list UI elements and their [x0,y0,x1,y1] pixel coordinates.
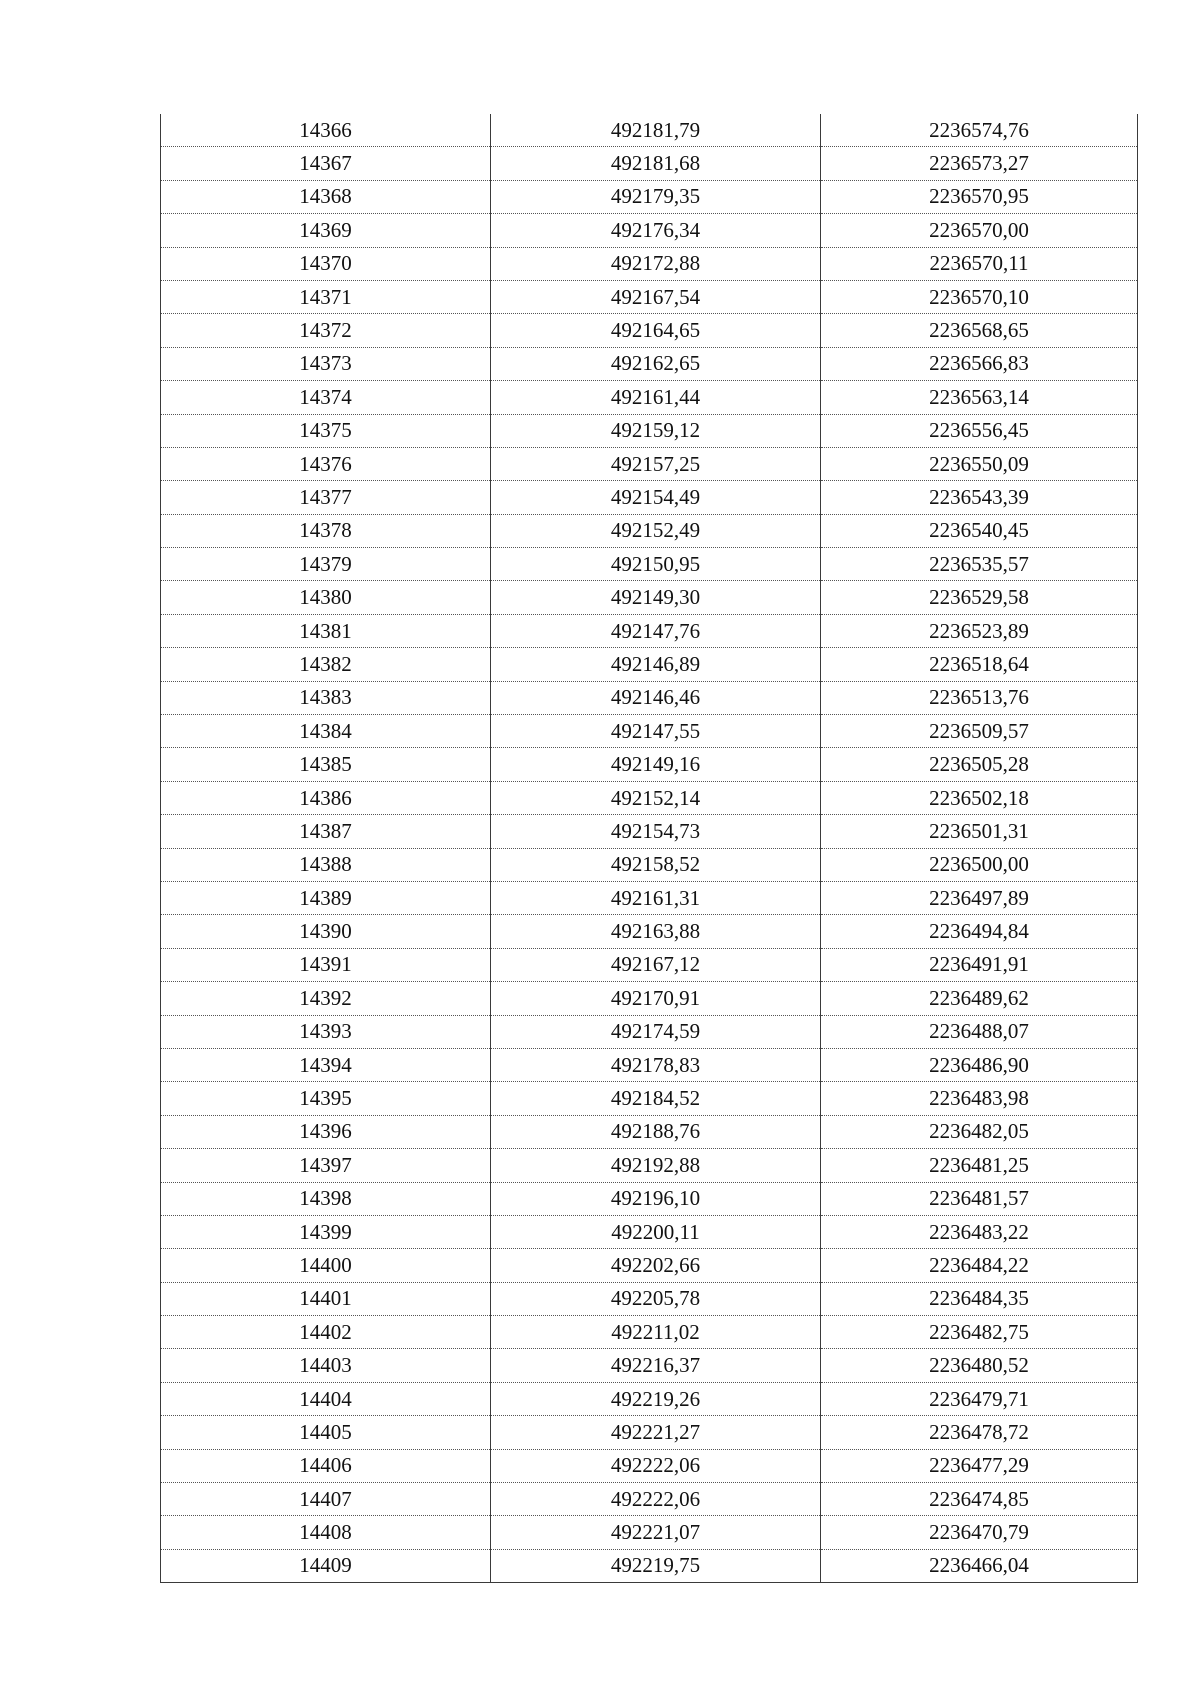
x-coordinate-cell: 492196,10 [491,1182,821,1215]
y-coordinate-cell: 2236509,57 [821,715,1138,748]
x-coordinate-cell: 492167,54 [491,280,821,313]
x-coordinate-cell: 492205,78 [491,1282,821,1315]
y-coordinate-cell: 2236570,11 [821,247,1138,280]
table-row [161,381,1138,414]
table-row [161,948,1138,981]
y-coordinate-cell: 2236477,29 [821,1449,1138,1482]
x-coordinate-cell: 492221,07 [491,1516,821,1549]
x-coordinate-cell: 492152,49 [491,514,821,547]
point-number-cell: 14381 [161,614,491,647]
y-coordinate-cell: 2236489,62 [821,982,1138,1015]
table-row [161,781,1138,814]
table-row [161,1483,1138,1516]
point-number-cell: 14366 [161,114,491,147]
point-number-cell: 14396 [161,1115,491,1148]
x-coordinate-cell: 492179,35 [491,180,821,213]
point-number-cell: 14378 [161,514,491,547]
y-coordinate-cell: 2236550,09 [821,447,1138,480]
x-coordinate-cell: 492167,12 [491,948,821,981]
table-row [161,915,1138,948]
point-number-cell: 14372 [161,314,491,347]
y-coordinate-cell: 2236518,64 [821,648,1138,681]
y-coordinate-cell: 2236502,18 [821,781,1138,814]
point-number-cell: 14386 [161,781,491,814]
point-number-cell: 14387 [161,815,491,848]
table-row [161,681,1138,714]
point-number-cell: 14397 [161,1149,491,1182]
x-coordinate-cell: 492219,26 [491,1382,821,1415]
table-row [161,347,1138,380]
table-row [161,214,1138,247]
point-number-cell: 14401 [161,1282,491,1315]
y-coordinate-cell: 2236566,83 [821,347,1138,380]
point-number-cell: 14374 [161,381,491,414]
table-row [161,648,1138,681]
table-row [161,715,1138,748]
point-number-cell: 14398 [161,1182,491,1215]
point-number-cell: 14368 [161,180,491,213]
y-coordinate-cell: 2236570,95 [821,180,1138,213]
x-coordinate-cell: 492147,76 [491,614,821,647]
x-coordinate-cell: 492164,65 [491,314,821,347]
table-row [161,614,1138,647]
y-coordinate-cell: 2236563,14 [821,381,1138,414]
y-coordinate-cell: 2236513,76 [821,681,1138,714]
table-row [161,1082,1138,1115]
x-coordinate-cell: 492188,76 [491,1115,821,1148]
x-coordinate-cell: 492174,59 [491,1015,821,1048]
point-number-cell: 14367 [161,147,491,180]
point-number-cell: 14389 [161,881,491,914]
y-coordinate-cell: 2236529,58 [821,581,1138,614]
table-row [161,1182,1138,1215]
table-row [161,414,1138,447]
table-row [161,581,1138,614]
table-row [161,280,1138,313]
y-coordinate-cell: 2236573,27 [821,147,1138,180]
point-number-cell: 14370 [161,247,491,280]
table-row [161,1282,1138,1315]
x-coordinate-cell: 492154,49 [491,481,821,514]
y-coordinate-cell: 2236491,91 [821,948,1138,981]
point-number-cell: 14408 [161,1516,491,1549]
y-coordinate-cell: 2236497,89 [821,881,1138,914]
point-number-cell: 14371 [161,280,491,313]
x-coordinate-cell: 492216,37 [491,1349,821,1382]
point-number-cell: 14390 [161,915,491,948]
table-row [161,1449,1138,1482]
coordinates-table-body [161,114,1138,1583]
y-coordinate-cell: 2236488,07 [821,1015,1138,1048]
x-coordinate-cell: 492149,16 [491,748,821,781]
point-number-cell: 14383 [161,681,491,714]
y-coordinate-cell: 2236466,04 [821,1549,1138,1582]
y-coordinate-cell: 2236574,76 [821,114,1138,147]
point-number-cell: 14392 [161,982,491,1015]
x-coordinate-cell: 492192,88 [491,1149,821,1182]
y-coordinate-cell: 2236474,85 [821,1483,1138,1516]
point-number-cell: 14399 [161,1215,491,1248]
y-coordinate-cell: 2236482,75 [821,1316,1138,1349]
x-coordinate-cell: 492149,30 [491,581,821,614]
table-row [161,481,1138,514]
point-number-cell: 14393 [161,1015,491,1048]
point-number-cell: 14404 [161,1382,491,1415]
x-coordinate-cell: 492147,55 [491,715,821,748]
x-coordinate-cell: 492163,88 [491,915,821,948]
x-coordinate-cell: 492146,89 [491,648,821,681]
point-number-cell: 14384 [161,715,491,748]
x-coordinate-cell: 492184,52 [491,1082,821,1115]
table-row [161,748,1138,781]
table-row [161,1416,1138,1449]
y-coordinate-cell: 2236543,39 [821,481,1138,514]
y-coordinate-cell: 2236483,22 [821,1215,1138,1248]
x-coordinate-cell: 492161,44 [491,381,821,414]
point-number-cell: 14395 [161,1082,491,1115]
table-row [161,1516,1138,1549]
table-row [161,447,1138,480]
point-number-cell: 14375 [161,414,491,447]
x-coordinate-cell: 492172,88 [491,247,821,280]
table-row [161,1048,1138,1081]
y-coordinate-cell: 2236484,22 [821,1249,1138,1282]
x-coordinate-cell: 492222,06 [491,1449,821,1482]
table-row [161,314,1138,347]
x-coordinate-cell: 492152,14 [491,781,821,814]
table-row [161,1149,1138,1182]
table-row [161,180,1138,213]
y-coordinate-cell: 2236470,79 [821,1516,1138,1549]
point-number-cell: 14373 [161,347,491,380]
point-number-cell: 14409 [161,1549,491,1582]
point-number-cell: 14406 [161,1449,491,1482]
table-row [161,514,1138,547]
table-row [161,1249,1138,1282]
x-coordinate-cell: 492161,31 [491,881,821,914]
point-number-cell: 14380 [161,581,491,614]
x-coordinate-cell: 492219,75 [491,1549,821,1582]
y-coordinate-cell: 2236570,00 [821,214,1138,247]
y-coordinate-cell: 2236486,90 [821,1048,1138,1081]
x-coordinate-cell: 492221,27 [491,1416,821,1449]
table-row [161,1549,1138,1582]
x-coordinate-cell: 492146,46 [491,681,821,714]
table-row [161,1015,1138,1048]
y-coordinate-cell: 2236556,45 [821,414,1138,447]
y-coordinate-cell: 2236494,84 [821,915,1138,948]
x-coordinate-cell: 492202,66 [491,1249,821,1282]
y-coordinate-cell: 2236479,71 [821,1382,1138,1415]
table-row [161,1382,1138,1415]
point-number-cell: 14405 [161,1416,491,1449]
y-coordinate-cell: 2236505,28 [821,748,1138,781]
point-number-cell: 14388 [161,848,491,881]
point-number-cell: 14394 [161,1048,491,1081]
table-row [161,848,1138,881]
table-row [161,247,1138,280]
y-coordinate-cell: 2236568,65 [821,314,1138,347]
x-coordinate-cell: 492157,25 [491,447,821,480]
x-coordinate-cell: 492181,79 [491,114,821,147]
table-row [161,1215,1138,1248]
point-number-cell: 14402 [161,1316,491,1349]
y-coordinate-cell: 2236570,10 [821,280,1138,313]
point-number-cell: 14385 [161,748,491,781]
table-row [161,1115,1138,1148]
x-coordinate-cell: 492158,52 [491,848,821,881]
table-row [161,1316,1138,1349]
table-row [161,147,1138,180]
y-coordinate-cell: 2236482,05 [821,1115,1138,1148]
point-number-cell: 14403 [161,1349,491,1382]
point-number-cell: 14407 [161,1483,491,1516]
y-coordinate-cell: 2236481,57 [821,1182,1138,1215]
y-coordinate-cell: 2236501,31 [821,815,1138,848]
point-number-cell: 14391 [161,948,491,981]
y-coordinate-cell: 2236483,98 [821,1082,1138,1115]
x-coordinate-cell: 492200,11 [491,1215,821,1248]
table-row [161,114,1138,147]
table-row [161,815,1138,848]
x-coordinate-cell: 492211,02 [491,1316,821,1349]
x-coordinate-cell: 492178,83 [491,1048,821,1081]
y-coordinate-cell: 2236484,35 [821,1282,1138,1315]
table-row [161,1349,1138,1382]
x-coordinate-cell: 492176,34 [491,214,821,247]
y-coordinate-cell: 2236523,89 [821,614,1138,647]
table-row [161,881,1138,914]
point-number-cell: 14369 [161,214,491,247]
point-number-cell: 14377 [161,481,491,514]
x-coordinate-cell: 492170,91 [491,982,821,1015]
x-coordinate-cell: 492162,65 [491,347,821,380]
table-row [161,982,1138,1015]
point-number-cell: 14400 [161,1249,491,1282]
x-coordinate-cell: 492222,06 [491,1483,821,1516]
x-coordinate-cell: 492154,73 [491,815,821,848]
point-number-cell: 14382 [161,648,491,681]
x-coordinate-cell: 492159,12 [491,414,821,447]
y-coordinate-cell: 2236540,45 [821,514,1138,547]
y-coordinate-cell: 2236500,00 [821,848,1138,881]
table-row [161,548,1138,581]
point-number-cell: 14379 [161,548,491,581]
y-coordinate-cell: 2236478,72 [821,1416,1138,1449]
point-number-cell: 14376 [161,447,491,480]
x-coordinate-cell: 492150,95 [491,548,821,581]
coordinates-table [160,114,1138,1583]
y-coordinate-cell: 2236535,57 [821,548,1138,581]
x-coordinate-cell: 492181,68 [491,147,821,180]
y-coordinate-cell: 2236480,52 [821,1349,1138,1382]
y-coordinate-cell: 2236481,25 [821,1149,1138,1182]
